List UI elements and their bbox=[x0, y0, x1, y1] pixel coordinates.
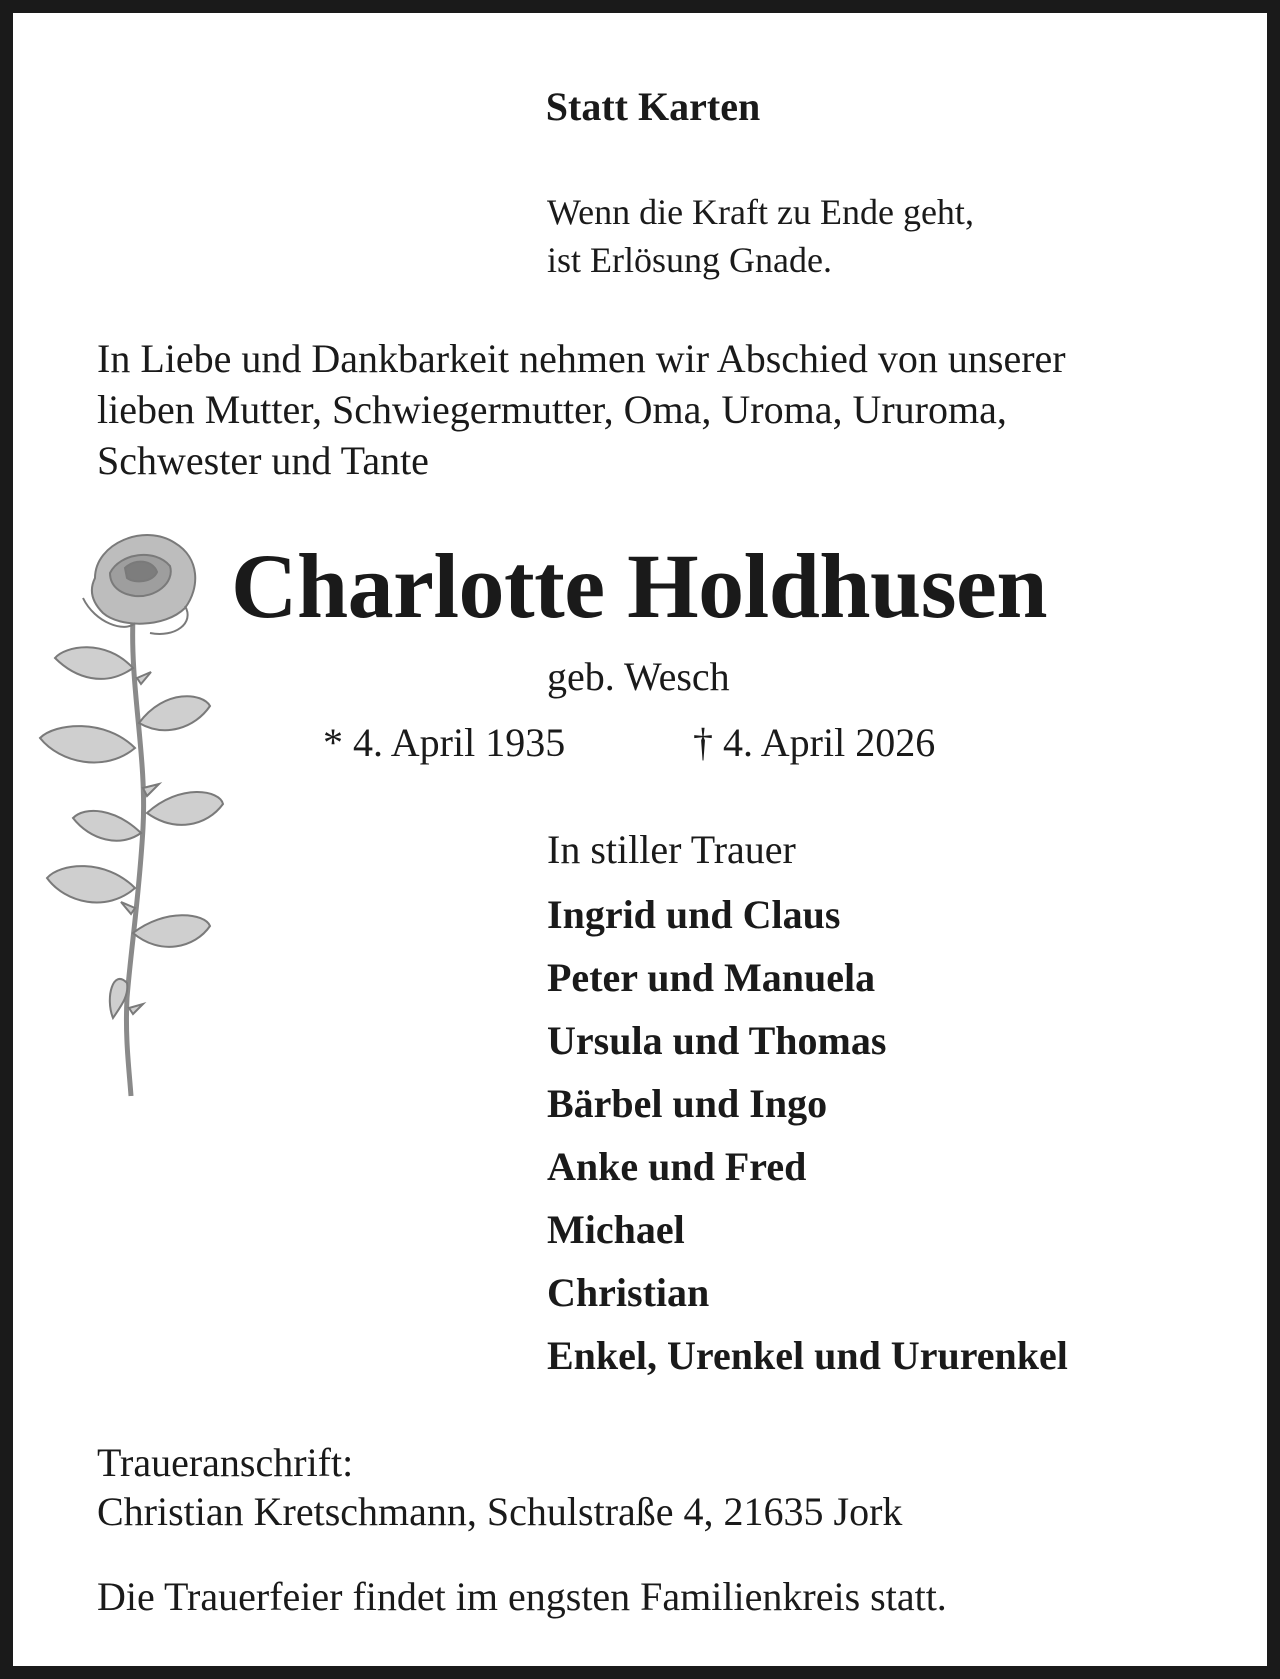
intro-line-3: Schwester und Tante bbox=[97, 438, 429, 483]
death-date: † 4. April 2026 bbox=[693, 720, 936, 765]
rose-icon bbox=[35, 528, 225, 1108]
address-value: Christian Kretschmann, Schulstraße 4, 21635 Jork bbox=[97, 1489, 903, 1534]
intro-line-1: In Liebe und Dankbarkeit nehmen wir Abschied von unserer bbox=[97, 336, 1066, 381]
address-label: Traueranschrift: bbox=[97, 1440, 354, 1485]
mourner-name: Ingrid und Claus bbox=[547, 892, 841, 937]
header-title: Statt Karten bbox=[545, 84, 761, 129]
birth-date: * 4. April 1935 bbox=[323, 720, 566, 765]
mourner-name: Anke und Fred bbox=[547, 1144, 807, 1189]
mourner-name: Bärbel und Ingo bbox=[547, 1081, 828, 1126]
mourner-name: Peter und Manuela bbox=[547, 955, 876, 1000]
mourners-intro: In stiller Trauer bbox=[547, 827, 796, 872]
deceased-name: Charlotte Holdhusen bbox=[231, 535, 1048, 637]
quote-line-1: Wenn die Kraft zu Ende geht, bbox=[547, 192, 974, 232]
mourner-name: Enkel, Urenkel und Ururenkel bbox=[547, 1333, 1068, 1378]
intro-line-2: lieben Mutter, Schwiegermutter, Oma, Uroma, Ururoma, bbox=[97, 387, 1007, 432]
ceremony-note: Die Trauerfeier findet im engsten Familienkreis statt. bbox=[97, 1574, 947, 1619]
mourner-name: Michael bbox=[547, 1207, 685, 1252]
maiden-name: geb. Wesch bbox=[547, 654, 730, 699]
mourner-name: Christian bbox=[547, 1270, 710, 1315]
mourner-name: Ursula und Thomas bbox=[547, 1018, 887, 1063]
quote-line-2: ist Erlösung Gnade. bbox=[547, 240, 832, 280]
